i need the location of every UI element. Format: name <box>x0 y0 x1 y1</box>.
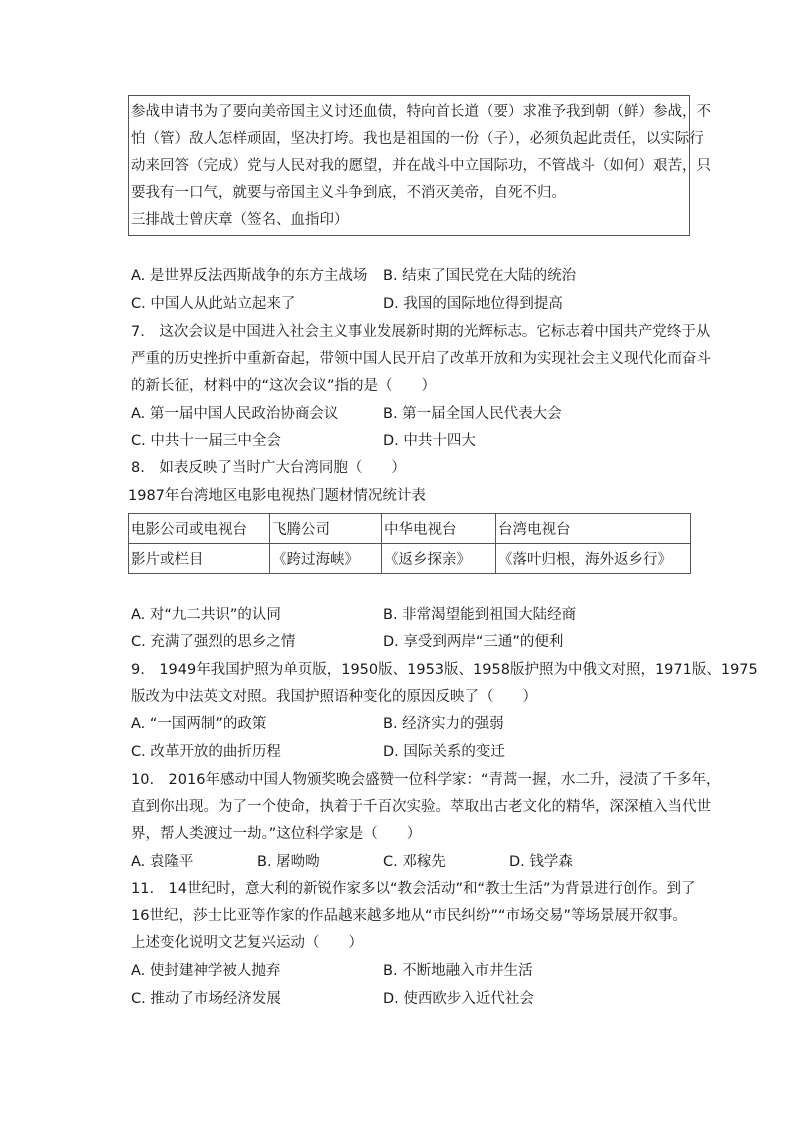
q7-option-b: B. 第一届全国人民代表大会 <box>383 406 562 422</box>
q10-stem-line: 直到你出现。为了一个使命，执着于千百次实验。萃取出古老文化的精华，深深植入当代世 <box>131 799 711 815</box>
q7-stem-line: 7. 这次会议是中国进入社会主义事业发展新时期的光辉标志。它标志着中国共产党终于从 <box>131 324 711 340</box>
q7-stem-line: 严重的历史挫折中重新奋起，带领中国人民开启了改革开放和为实现社会主义现代化而奋斗 <box>131 351 711 367</box>
q11-option-d: D. 使西欧步入近代社会 <box>383 991 534 1007</box>
q7-stem-line: 的新长征，材料中的“这次会议”指的是（ ） <box>131 378 437 394</box>
q7-option-c: C. 中共十一届三中全会 <box>131 433 281 449</box>
q6-option-b: B. 结束了国民党在大陆的统治 <box>383 268 577 284</box>
table-cell: 台湾电视台 <box>496 514 691 544</box>
table-cell: 《跨过海峡》 <box>270 544 382 574</box>
q8-option-a: A. 对“九二共识”的认同 <box>131 607 281 623</box>
q8-table <box>128 513 691 574</box>
q8-table-title: 1987年台湾地区电影电视热门题材情况统计表 <box>128 488 426 504</box>
q9-stem-line: 版改为中法英文对照。我国护照语种变化的原因反映了（ ） <box>131 689 537 705</box>
q10-option-b: B. 屠呦呦 <box>257 854 320 870</box>
q7-option-d: D. 中共十四大 <box>383 433 476 449</box>
q9-option-a: A. “一国两制”的政策 <box>131 716 267 732</box>
table-row <box>129 514 691 544</box>
q10-option-d: D. 钱学森 <box>509 854 573 870</box>
material-line: 三排战士曾庆章（签名、血指印） <box>131 212 349 228</box>
q7-option-a: A. 第一届中国人民政治协商会议 <box>131 406 339 422</box>
material-line: 参战申请书为了要向美帝国主义讨还血债，特向首长道（要）求准予我到朝（鲜）参战，不 <box>131 104 711 120</box>
table-cell: 《落叶归根，海外返乡行》 <box>496 544 691 574</box>
q9-option-b: B. 经济实力的强弱 <box>383 716 504 732</box>
material-line: 动来回答（完成）党与人民对我的愿望，并在战斗中立国际功，不管战斗（如何）艰苦，只 <box>131 158 711 174</box>
q11-option-c: C. 推动了市场经济发展 <box>131 991 281 1007</box>
q11-option-b: B. 不断地融入市井生活 <box>383 963 533 979</box>
q6-option-d: D. 我国的国际地位得到提高 <box>383 296 563 312</box>
table-cell: 《返乡探亲》 <box>382 544 496 574</box>
q10-stem-line: 10. 2016年感动中国人物颁奖晚会盛赞一位科学家：“青蒿一握，水二升，浸渍了千多年， <box>131 772 721 788</box>
q8-option-d: D. 享受到两岸“三通”的便利 <box>383 634 564 650</box>
table-cell: 影片或栏目 <box>129 544 270 574</box>
q11-stem-line: 11. 14世纪时，意大利的新锐作家多以“教会活动”和“教士生活”为背景进行创作。到了 <box>131 881 696 897</box>
table-cell: 飞腾公司 <box>270 514 382 544</box>
material-line: 要我有一口气，就要与帝国主义斗争到底，不消灭美帝，自死不归。 <box>131 185 566 201</box>
q6-option-c: C. 中国人从此站立起来了 <box>131 296 296 312</box>
q8-stem: 8. 如表反映了当时广大台湾同胞（ ） <box>131 460 406 476</box>
q9-option-d: D. 国际关系的变迁 <box>383 744 505 760</box>
q11-stem-line: 16世纪，莎士比亚等作家的作品越来越多地从“市民纠纷”“市场交易”等场景展开叙事。 <box>131 908 687 924</box>
q9-stem-line: 9. 1949年我国护照为单页版，1950版、1953版、1958版护照为中俄文对照，1971版、1975 <box>131 662 758 678</box>
q8-option-b: B. 非常渴望能到祖国大陆经商 <box>383 607 577 623</box>
material-box <box>128 95 711 236</box>
q8-option-c: C. 充满了强烈的思乡之情 <box>131 634 296 650</box>
q11-option-a: A. 使封建神学被人抛弃 <box>131 963 281 979</box>
q11-stem-line: 上述变化说明文艺复兴运动（ ） <box>131 935 363 951</box>
q6-option-a: A. 是世界反法西斯战争的东方主战场 <box>131 268 368 284</box>
q10-option-c: C. 邓稼先 <box>383 854 446 870</box>
q9-option-c: C. 改革开放的曲折历程 <box>131 744 281 760</box>
table-cell: 电影公司或电视台 <box>129 514 270 544</box>
q10-stem-line: 界，帮人类渡过一劫。”这位科学家是（ ） <box>131 826 422 842</box>
table-row <box>129 544 691 574</box>
material-line: 怕（管）敌人怎样顽固，坚决打垮。我也是祖国的一份（子），必须负起此责任，以实际行 <box>131 131 704 147</box>
q10-option-a: A. 袁隆平 <box>131 854 194 870</box>
table-cell: 中华电视台 <box>382 514 496 544</box>
